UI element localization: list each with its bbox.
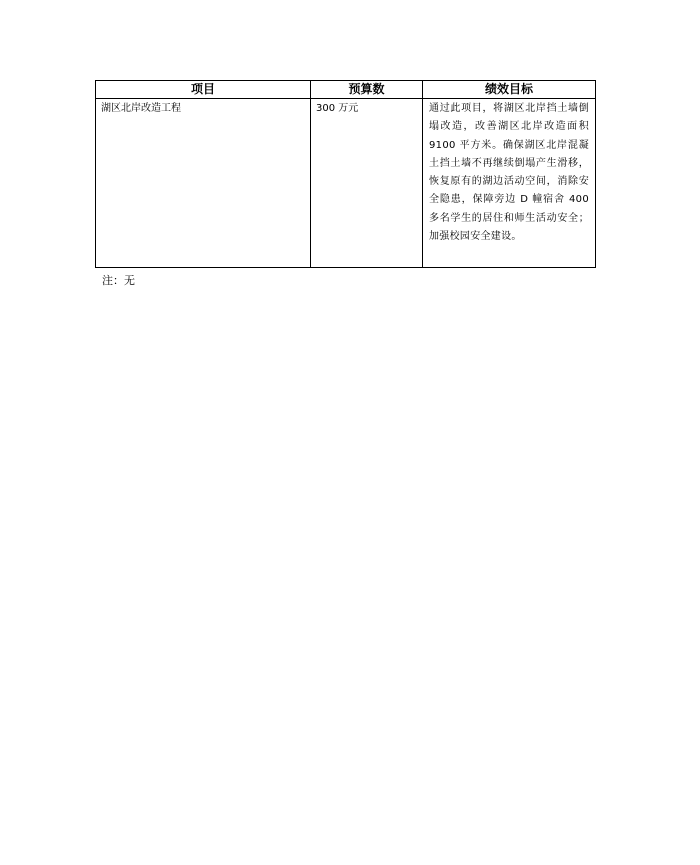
performance-goal-text: 通过此项目，将湖区北岸挡土墙倒塌改造，改善湖区北岸改造面积 9100 平方米。确保湖区北岸混凝土挡土墙不再继续倒塌产生滑移，恢复原有的湖边活动空间，消除安全隐患，保障旁边 D 幢宿舍 400 多名学生的居住和师生活动安全；加强校园安全建设。 xyxy=(429,103,589,243)
project-name: 湖区北岸改造工程 xyxy=(101,103,181,114)
table-note: 注：无 xyxy=(102,274,135,287)
table-header-row xyxy=(96,81,596,99)
budget-cell xyxy=(311,99,423,268)
project-cell xyxy=(96,99,311,268)
performance-table xyxy=(95,80,596,268)
table-row xyxy=(96,99,596,268)
header-project: 项目 xyxy=(96,81,311,99)
goal-cell xyxy=(423,99,596,268)
header-budget: 预算数 xyxy=(311,81,423,99)
budget-amount: 300 万元 xyxy=(316,103,359,114)
header-performance-goal: 绩效目标 xyxy=(423,81,596,99)
